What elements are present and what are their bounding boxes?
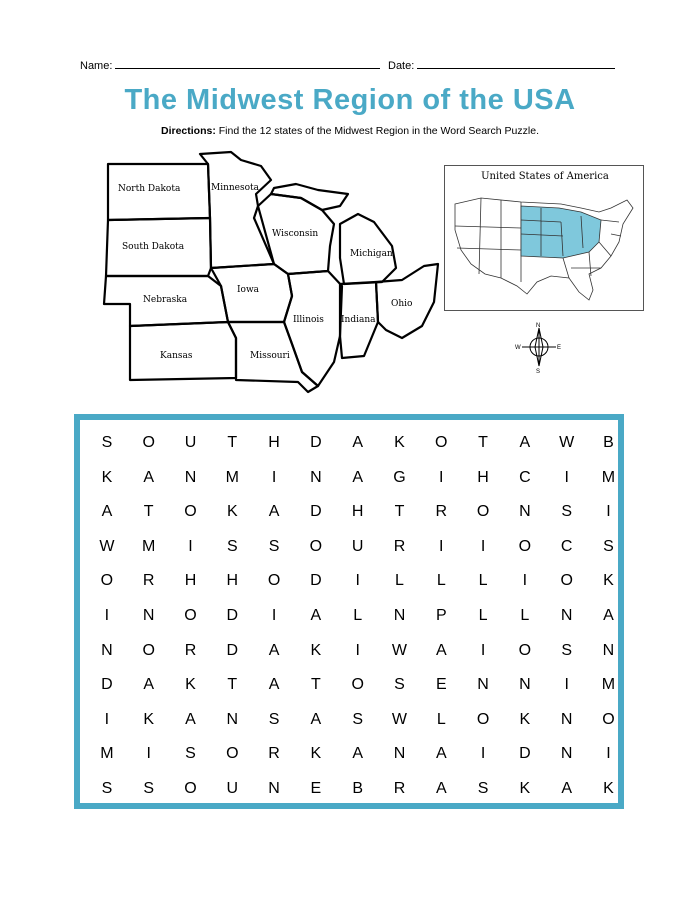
word-search-grid[interactable] — [86, 426, 629, 807]
grid-cell[interactable]: M — [225, 468, 239, 486]
grid-cell[interactable]: A — [143, 676, 155, 694]
directions-label: Directions: — [161, 125, 216, 137]
grid-cell[interactable]: D — [310, 434, 322, 451]
label-nebraska: Nebraska — [143, 295, 188, 305]
grid-cell[interactable]: A — [352, 468, 364, 486]
grid-cell[interactable]: K — [519, 710, 531, 728]
grid-cell[interactable]: A — [352, 434, 364, 451]
grid-cell[interactable]: N — [310, 468, 322, 486]
label-ohio: Ohio — [391, 299, 413, 309]
grid-cell[interactable]: N — [101, 641, 113, 659]
name-line[interactable] — [115, 58, 380, 69]
grid-cell[interactable]: L — [478, 606, 488, 624]
grid-cell[interactable]: D — [226, 606, 239, 624]
grid-cell[interactable]: K — [394, 434, 405, 451]
grid-cell[interactable]: K — [310, 641, 322, 659]
grid-cell[interactable]: R — [268, 745, 280, 763]
grid-cell[interactable]: N — [519, 503, 531, 521]
grid-cell[interactable]: K — [143, 710, 155, 728]
grid-cell[interactable]: I — [480, 641, 486, 659]
grid-cell[interactable]: N — [393, 745, 406, 763]
grid-cell[interactable]: A — [310, 606, 322, 624]
grid-cell[interactable]: S — [101, 779, 113, 797]
midwest-map — [96, 146, 441, 396]
grid-cell[interactable]: S — [101, 434, 113, 451]
grid-cell[interactable]: C — [560, 537, 573, 555]
grid-cell[interactable]: S — [561, 641, 572, 659]
grid-cell[interactable]: I — [564, 468, 569, 486]
grid-cell[interactable]: L — [436, 572, 446, 590]
grid-cell[interactable]: U — [351, 537, 364, 555]
grid-cell[interactable]: D — [310, 503, 322, 521]
date-label: Date: — [388, 60, 415, 72]
directions-text: Find the 12 states of the Midwest Region in the Word Search Puzzle. — [215, 125, 539, 137]
grid-cell[interactable]: K — [101, 468, 113, 486]
grid-cell[interactable]: T — [143, 503, 154, 521]
grid-cell[interactable]: H — [226, 572, 239, 590]
label-north-dakota: North Dakota — [118, 184, 181, 194]
grid-cell[interactable]: O — [184, 503, 197, 521]
grid-cell[interactable]: I — [104, 606, 110, 624]
usa-map — [451, 186, 639, 306]
grid-cell[interactable]: M — [142, 537, 156, 555]
grid-cell[interactable]: S — [268, 710, 280, 728]
grid-cell[interactable]: D — [226, 641, 239, 659]
grid-cell[interactable]: K — [603, 572, 614, 590]
grid-cell[interactable]: A — [519, 434, 531, 451]
compass-s: S — [536, 369, 541, 374]
grid-cell[interactable]: A — [435, 745, 447, 763]
grid-cell[interactable]: H — [477, 468, 489, 486]
grid-cell[interactable]: O — [184, 606, 197, 624]
grid-cell[interactable]: O — [267, 572, 281, 590]
grid-cell[interactable]: S — [603, 537, 614, 555]
date-line[interactable] — [417, 58, 615, 69]
compass-w: W — [515, 345, 521, 351]
grid-cell[interactable]: A — [185, 710, 196, 728]
grid-cell[interactable]: I — [355, 572, 360, 590]
label-iowa: Iowa — [237, 285, 260, 295]
label-minnesota: Minnesota — [211, 183, 260, 193]
grid-cell[interactable]: I — [146, 745, 151, 763]
grid-cell[interactable]: O — [309, 537, 323, 555]
grid-cell[interactable]: G — [393, 468, 406, 486]
grid-cell[interactable]: D — [101, 676, 113, 694]
label-michigan: Michigan — [350, 249, 393, 259]
grid-cell[interactable]: W — [391, 641, 408, 659]
grid-cell[interactable]: U — [226, 779, 239, 797]
label-illinois: Illinois — [293, 315, 324, 325]
grid-cell[interactable]: N — [560, 606, 573, 624]
grid-cell[interactable]: L — [395, 572, 404, 590]
page-title: The Midwest Region of the USA — [124, 84, 576, 116]
grid-cell[interactable]: O — [602, 710, 615, 728]
grid-cell[interactable]: R — [142, 572, 155, 590]
grid-cell[interactable]: D — [519, 745, 531, 763]
grid-cell[interactable]: E — [435, 676, 447, 694]
grid-cell[interactable]: N — [393, 606, 406, 624]
name-field[interactable] — [80, 58, 380, 72]
grid-cell[interactable]: O — [435, 434, 448, 451]
grid-cell[interactable]: I — [480, 745, 486, 763]
grid-cell[interactable]: T — [478, 434, 488, 451]
grid-cell[interactable]: N — [602, 641, 615, 659]
grid-cell[interactable]: O — [142, 641, 155, 659]
label-south-dakota: South Dakota — [122, 242, 185, 252]
grid-cell[interactable]: B — [352, 779, 364, 797]
grid-cell[interactable]: M — [601, 468, 616, 486]
grid-cell[interactable]: N — [226, 710, 239, 728]
grid-cell[interactable]: S — [394, 676, 405, 694]
grid-cell[interactable]: C — [519, 468, 531, 486]
grid-cell[interactable]: A — [268, 641, 280, 659]
grid-cell[interactable]: R — [184, 641, 197, 659]
grid-cell[interactable]: L — [353, 606, 363, 624]
grid-cell[interactable]: D — [310, 572, 322, 590]
usa-map-title: United States of America — [481, 171, 609, 182]
grid-cell[interactable]: B — [603, 434, 614, 451]
grid-cell[interactable]: A — [101, 503, 113, 521]
grid-cell[interactable]: H — [184, 572, 197, 590]
usa-west-grid — [455, 198, 521, 282]
grid-cell[interactable]: R — [393, 537, 406, 555]
grid-cell[interactable]: A — [603, 606, 614, 624]
grid-cell[interactable]: W — [391, 710, 408, 728]
grid-cell[interactable]: O — [184, 779, 197, 797]
grid-cell[interactable]: L — [520, 606, 530, 624]
grid-cell[interactable]: O — [518, 641, 532, 659]
grid-cell[interactable]: N — [560, 710, 573, 728]
grid-cell[interactable]: I — [564, 676, 569, 694]
grid-cell[interactable]: I — [104, 710, 110, 728]
grid-cell[interactable]: R — [393, 779, 406, 797]
grid-cell[interactable]: S — [268, 537, 280, 555]
label-kansas: Kansas — [160, 351, 193, 361]
grid-cell[interactable]: S — [226, 537, 238, 555]
grid-cell[interactable]: M — [100, 745, 114, 763]
compass-n: N — [536, 323, 541, 329]
grid-cell[interactable]: R — [435, 503, 448, 521]
usa-map-panel — [444, 165, 644, 311]
grid-cell[interactable]: S — [352, 710, 364, 728]
grid-cell[interactable]: W — [99, 537, 115, 555]
state-illinois — [284, 271, 342, 386]
grid-cell[interactable]: A — [435, 779, 447, 797]
grid-cell[interactable]: T — [310, 676, 321, 694]
label-missouri: Missouri — [250, 351, 290, 361]
grid-cell[interactable]: I — [271, 468, 277, 486]
grid-cell[interactable]: O — [476, 503, 490, 521]
grid-cell[interactable]: T — [394, 503, 405, 521]
grid-cell[interactable]: N — [477, 676, 489, 694]
label-wisconsin: Wisconsin — [272, 229, 319, 239]
grid-cell[interactable]: K — [603, 779, 614, 797]
grid-cell[interactable]: L — [478, 572, 488, 590]
word-search-frame — [74, 414, 624, 809]
grid-cell[interactable]: E — [310, 779, 322, 797]
grid-cell[interactable]: K — [226, 503, 238, 521]
grid-cell[interactable]: K — [519, 779, 531, 797]
grid-cell[interactable]: I — [439, 537, 444, 555]
grid-cell[interactable]: K — [310, 745, 322, 763]
grid-cell[interactable]: S — [561, 503, 572, 521]
directions — [0, 125, 700, 137]
grid-cell[interactable]: A — [143, 468, 155, 486]
label-indiana: Indiana — [341, 315, 376, 325]
compass-e: E — [557, 345, 562, 351]
grid-cell[interactable]: H — [268, 434, 280, 451]
grid-cell[interactable]: I — [522, 572, 528, 590]
usa-midwest-highlight — [521, 206, 601, 258]
grid-cell[interactable]: N — [560, 745, 573, 763]
grid-cell[interactable]: A — [310, 710, 322, 728]
grid-cell[interactable]: A — [268, 503, 280, 521]
state-michigan-upper — [271, 184, 348, 210]
grid-cell[interactable]: L — [436, 710, 446, 728]
grid-cell[interactable]: A — [435, 641, 447, 659]
grid-cell[interactable]: O — [100, 572, 114, 590]
grid-cell[interactable]: N — [142, 606, 155, 624]
grid-cell[interactable]: S — [477, 779, 489, 797]
grid-cell[interactable]: O — [476, 710, 490, 728]
grid-cell[interactable]: P — [435, 606, 447, 624]
grid-cell[interactable]: M — [601, 676, 616, 694]
grid-cell[interactable]: O — [518, 537, 532, 555]
grid-cell[interactable]: I — [480, 537, 486, 555]
grid-cell[interactable]: S — [143, 779, 155, 797]
grid-cell[interactable]: I — [355, 641, 360, 659]
grid-cell[interactable]: N — [184, 468, 197, 486]
grid-cell[interactable]: N — [268, 779, 280, 797]
grid-cell[interactable]: H — [351, 503, 364, 521]
grid-cell[interactable]: U — [184, 434, 197, 451]
date-field[interactable] — [388, 58, 615, 72]
grid-cell[interactable]: I — [439, 468, 444, 486]
grid-cell[interactable]: I — [606, 503, 611, 521]
grid-cell[interactable]: O — [226, 745, 239, 763]
grid-cell[interactable]: W — [559, 434, 575, 451]
grid-cell[interactable]: A — [352, 745, 364, 763]
compass-rose-icon — [514, 320, 564, 374]
grid-cell[interactable]: S — [185, 745, 196, 763]
grid-cell[interactable]: O — [142, 434, 155, 451]
grid-cell[interactable]: I — [271, 606, 277, 624]
grid-cell[interactable]: T — [227, 434, 238, 451]
grid-cell[interactable]: O — [351, 676, 364, 694]
grid-cell[interactable]: T — [227, 676, 238, 694]
grid-cell[interactable]: A — [561, 779, 572, 797]
grid-cell[interactable]: N — [519, 676, 531, 694]
grid-cell[interactable]: I — [188, 537, 193, 555]
name-label: Name: — [80, 60, 113, 72]
grid-cell[interactable]: K — [185, 676, 196, 694]
grid-cell[interactable]: O — [560, 572, 573, 590]
grid-cell[interactable]: I — [606, 745, 611, 763]
grid-cell[interactable]: A — [268, 676, 280, 694]
